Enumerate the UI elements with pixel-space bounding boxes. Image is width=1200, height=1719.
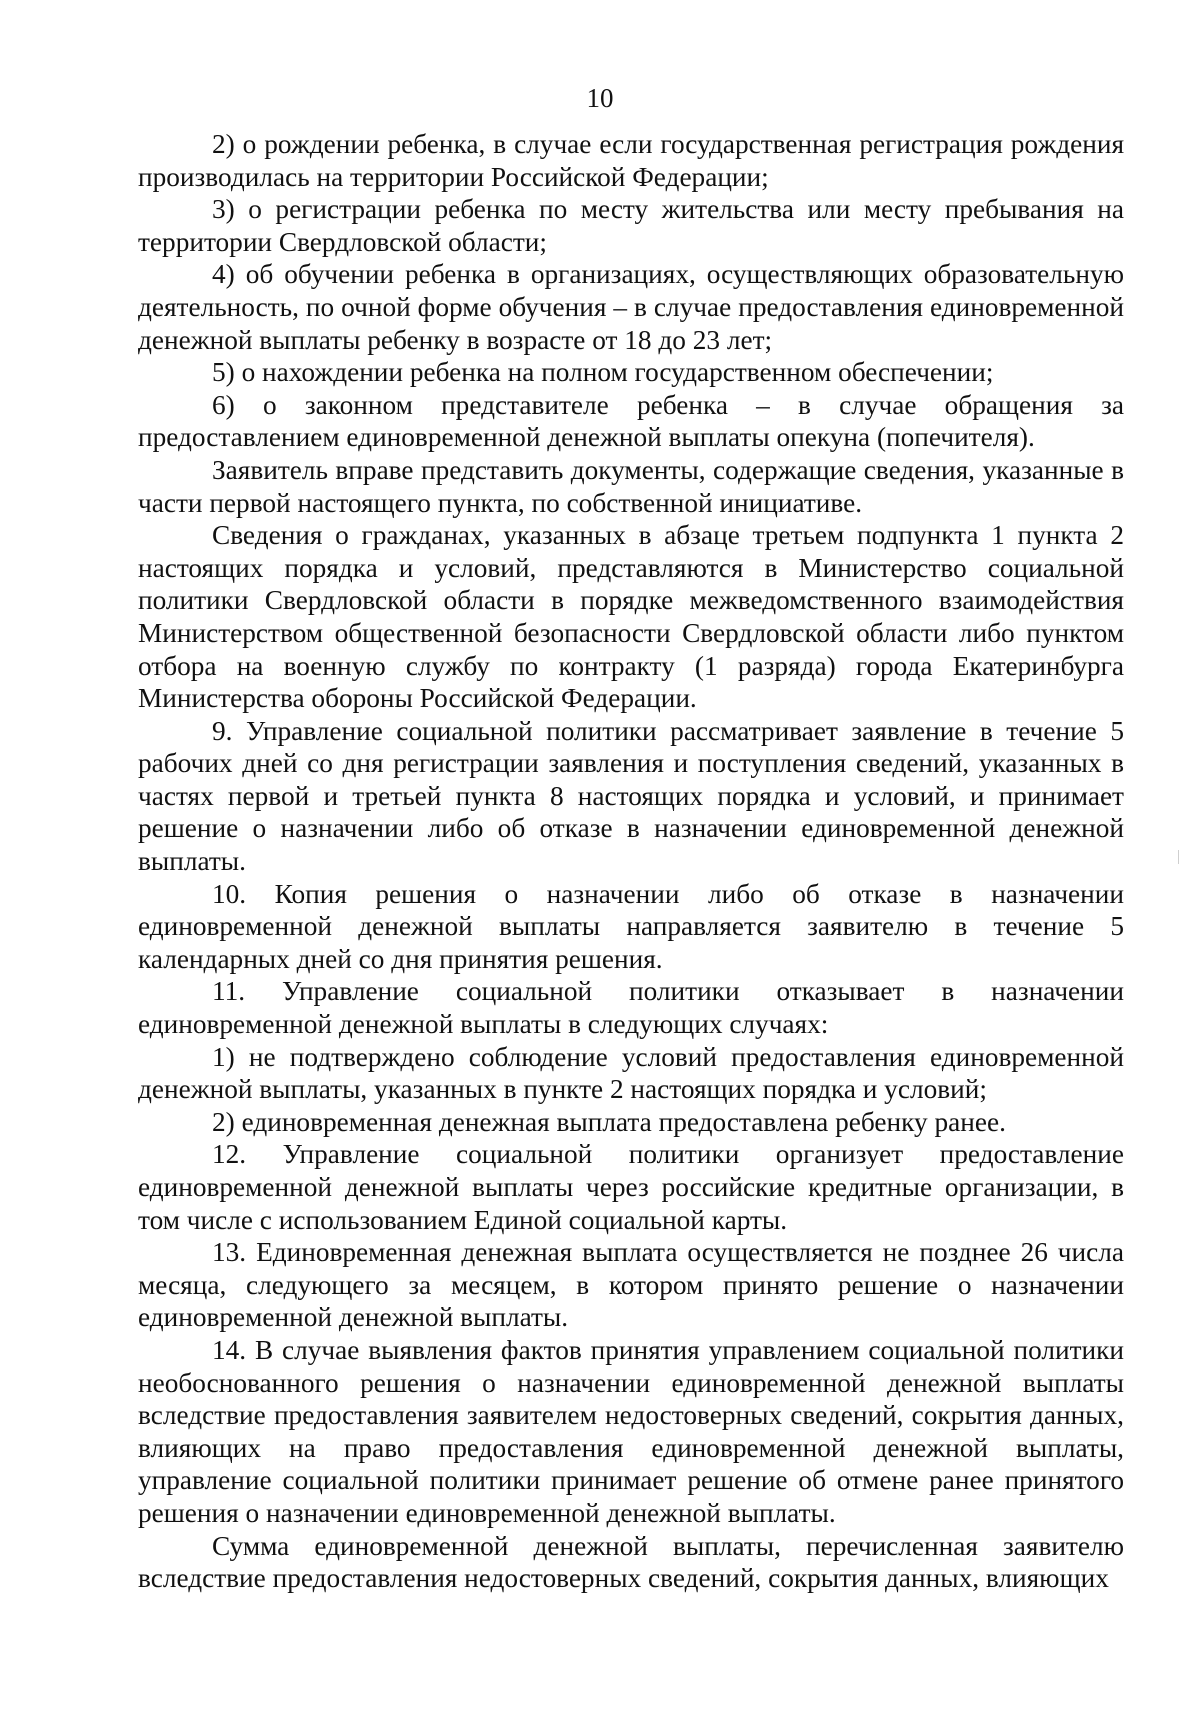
- paragraph-applicant-initiative: Заявитель вправе представить документы, содержащие сведения, указанные в части первой настоящего пункта, по собственной инициативе.: [138, 454, 1124, 518]
- document-body: [138, 128, 1124, 1595]
- paragraph-item-14: 14. В случае выявления фактов принятия управлением социальной политики необоснованного решения о назначении единовременной денежной выплаты вследствие предоставления заявителем недостоверных сведений, сокрытия данных, влияющих на право предоставления единовременной денежной выплаты, управление социальной политики принимает решение об отмене ранее принятого решения о назначении единовременной денежной выплаты.: [138, 1334, 1124, 1528]
- paragraph-item-9: 9. Управление социальной политики рассматривает заявление в течение 5 рабочих дней со дня регистрации заявления и поступления сведений, указанных в частях первой и третьей пункта 8 настоящих порядка и условий, и принимает решение о назначении либо об отказе в назначении единовременной денежной выплаты.: [138, 715, 1124, 877]
- paragraph-item-11: 11. Управление социальной политики отказывает в назначении единовременной денежной выплаты в следующих случаях:: [138, 976, 1124, 1040]
- paragraph-refusal-reason-1: 1) не подтверждено соблюдение условий предоставления единовременной денежной выплаты, указанных в пункте 2 настоящих порядка и условий;: [138, 1041, 1124, 1105]
- scan-edge-mark: [1178, 850, 1179, 864]
- page-number: 10: [586, 83, 614, 113]
- paragraph-item-13: 13. Единовременная денежная выплата осуществляется не позднее 26 числа месяца, следующего за месяцем, в котором принято решение о назначении единовременной денежной выплаты.: [138, 1237, 1124, 1333]
- paragraph-legal-representative-record: 6) о законном представителе ребенка – в случае обращения за предоставлением единовременной денежной выплаты опекуна (попечителя).: [138, 389, 1124, 453]
- paragraph-item-10: 10. Копия решения о назначении либо об отказе в назначении единовременной денежной выплаты направляется заявителю в течение 5 календарных дней со дня принятия решения.: [138, 878, 1124, 974]
- paragraph-birth-record: 2) о рождении ребенка, в случае если государственная регистрация рождения производилась на территории Российской Федерации;: [138, 129, 1124, 192]
- paragraph-registration-record: 3) о регистрации ребенка по месту жительства или месту пребывания на территории Свердловской области;: [138, 194, 1124, 257]
- paragraph-education-record: 4) об обучении ребенка в организациях, осуществляющих образовательную деятельность, по очной форме обучения – в случае предоставления единовременной денежной выплаты ребенку в возрасте от 18 до 23 лет;: [138, 259, 1124, 355]
- paragraph-citizen-information: Сведения о гражданах, указанных в абзаце третьем подпункта 1 пункта 2 настоящих порядка и условий, представляются в Министерство социальной политики Свердловской области в порядке межведомственного взаимодействия Министерством общественной безопасности Свердловской области либо пунктом отбора на военную службу по контракту (1 разряда) города Екатеринбурга Министерства обороны Российской Федерации.: [138, 520, 1124, 714]
- paragraph-repayment-note: Сумма единовременной денежной выплаты, перечисленная заявителю вследствие предоставления недостоверных сведений, сокрытия данных, влияющих: [138, 1530, 1124, 1594]
- paragraph-refusal-reason-2: 2) единовременная денежная выплата предоставлена ребенку ранее.: [212, 1106, 1006, 1137]
- paragraph-item-12: 12. Управление социальной политики организует предоставление единовременной денежной выплаты через российские кредитные организации, в том числе с использованием Единой социальной карты.: [138, 1139, 1124, 1235]
- paragraph-state-support-record: 5) о нахождении ребенка на полном государственном обеспечении;: [212, 357, 994, 388]
